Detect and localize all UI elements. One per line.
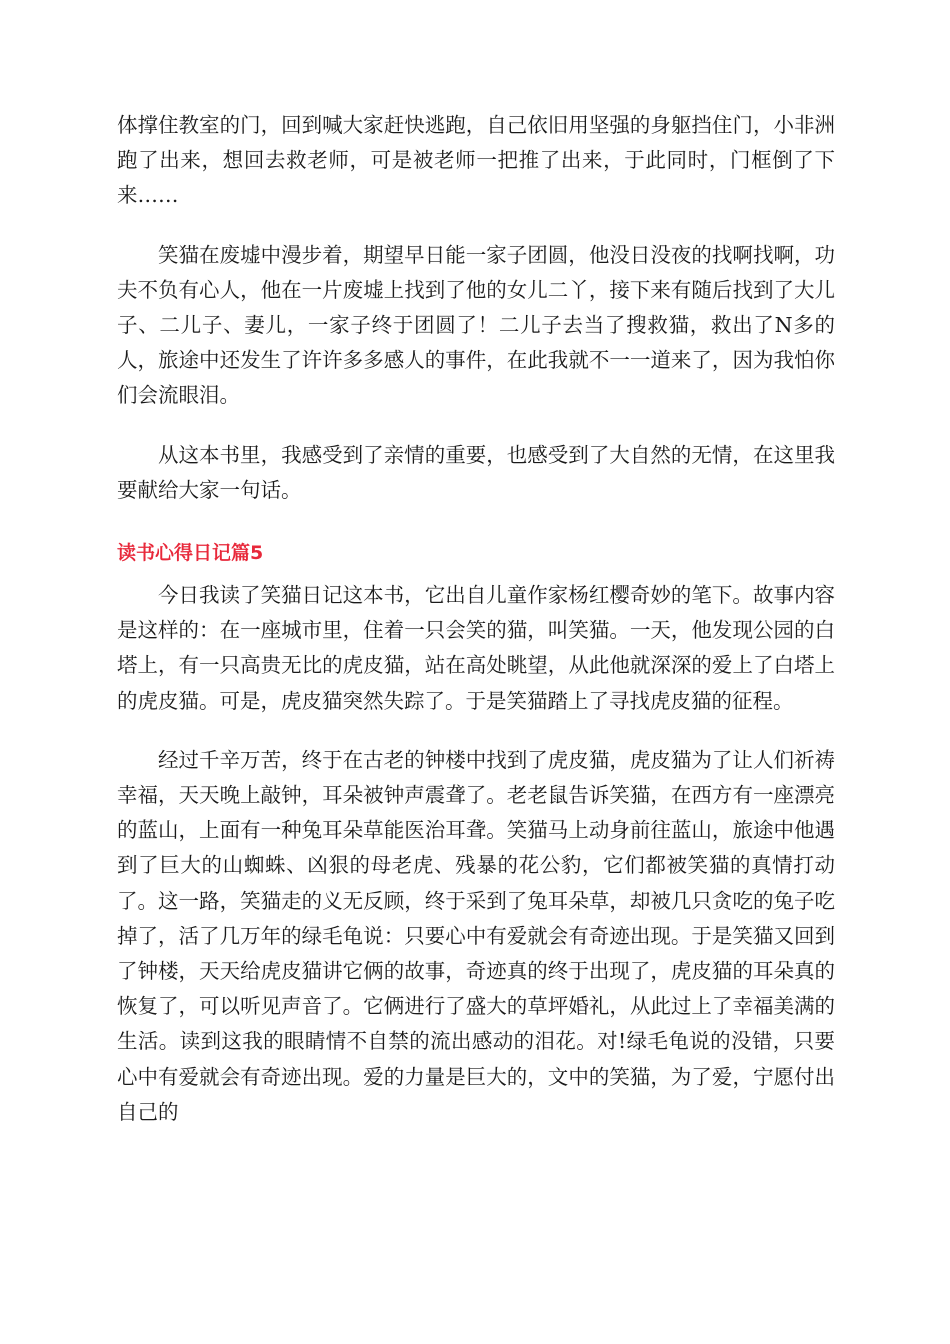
paragraph-family-reunion: 笑猫在废墟中漫步着，期望早日能一家子团圆，他没日没夜的找啊找啊，功夫不负有心人，他在一片废墟上找到了他的女儿二丫，接下来有随后找到了大儿子、二儿子、妻儿，一家子终于团圆了！二儿子去当了搜救猫，救出了N多的人，旅途中还发生了许许多多感人的事件，在此我就不一一道来了，因为我怕你们会流眼泪。 [117, 242, 835, 408]
section-heading: 读书心得日记篇5 [117, 542, 264, 565]
paragraph-reflection: 从这本书里，我感受到了亲情的重要，也感受到了大自然的无情，在这里我要献给大家一句话。 [117, 442, 835, 502]
paragraph-book-intro: 今日我读了笑猫日记这本书，它出自儿童作家杨红樱奇妙的笔下。故事内容是这样的：在一座城市里，住着一只会笑的猫，叫笑猫。一天，他发现公园的白塔上，有一只高贵无比的虎皮猫，站在高处眺望，从此他就深深的爱上了白塔上的虎皮猫。可是，虎皮猫突然失踪了。于是笑猫踏上了寻找虎皮猫的征程。 [117, 583, 835, 713]
document-body [117, 108, 835, 1130]
paragraph-story-summary: 经过千辛万苦，终于在古老的钟楼中找到了虎皮猫，虎皮猫为了让人们祈祷幸福，天天晚上敲钟，耳朵被钟声震聋了。老老鼠告诉笑猫，在西方有一座漂亮的蓝山，上面有一种兔耳朵草能医治耳聋。笑猫马上动身前往蓝山，旅途中他遇到了巨大的山蜘蛛、凶狠的母老虎、残暴的花公豹，它们都被笑猫的真情打动了。这一路，笑猫走的义无反顾，终于采到了兔耳朵草，却被几只贪吃的兔子吃掉了，活了几万年的绿毛龟说：只要心中有爱就会有奇迹出现。于是笑猫又回到了钟楼，天天给虎皮猫讲它俩的故事，奇迹真的终于出现了，虎皮猫的耳朵真的恢复了，可以听见声音了。它俩进行了盛大的草坪婚礼，从此过上了幸福美满的生活。读到这我的眼睛情不自禁的流出感动的泪花。对!绿毛龟说的没错，只要心中有爱就会有奇迹出现。爱的力量是巨大的，文中的笑猫，为了爱，宁愿付出自己的 [117, 747, 835, 1124]
paragraph-continued: 体撑住教室的门，回到喊大家赶快逃跑，自己依旧用坚强的身躯挡住门，小非洲跑了出来，想回去救老师，可是被老师一把推了出来，于此同时，门框倒了下来…… [117, 113, 835, 208]
